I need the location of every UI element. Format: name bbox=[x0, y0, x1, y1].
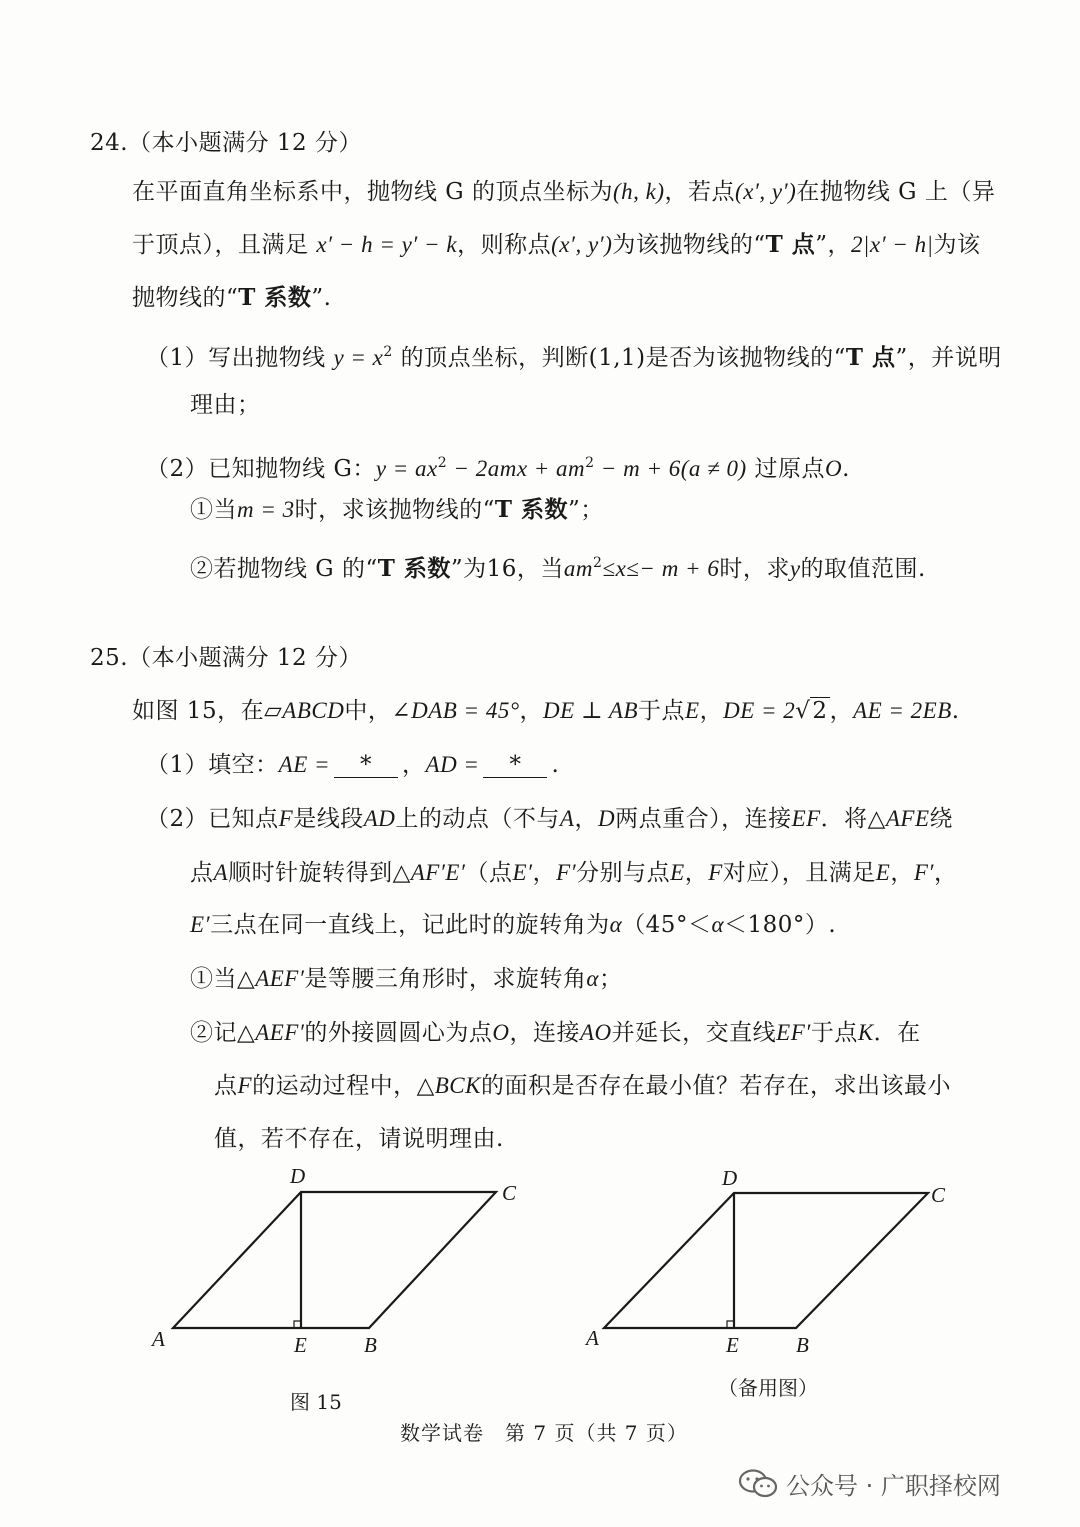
fig2-label-e: E bbox=[726, 1333, 739, 1357]
q25-part2-line2: 点A顺时针旋转得到△AF′E′（点E′，F′分别与点E，F对应），且满足E，F′， bbox=[190, 860, 958, 886]
wechat-icon bbox=[738, 1468, 778, 1500]
fig1-label-d: D bbox=[290, 1164, 306, 1188]
q24-header: 24.（本小题满分 12 分） bbox=[90, 130, 362, 156]
q25-part2-line1: （2）已知点F是线段AD上的动点（不与A，D两点重合），连接EF．将△AFE绕 bbox=[146, 806, 954, 832]
parallelogram-abcd-spare bbox=[604, 1193, 928, 1328]
answer-blank-ad: * bbox=[483, 753, 547, 778]
q24-part2-i: ①当m = 3时，求该抛物线的“T 系数”； bbox=[190, 496, 604, 523]
q25-part2-i: ①当△AEF′是等腰三角形时，求旋转角α； bbox=[190, 966, 623, 992]
q24-intro: 在平面直角坐标系中，抛物线 G 的顶点坐标为(h, k)，若点(x′, y′)在抛物线 G 上（异 bbox=[132, 179, 996, 205]
fig2-label-d: D bbox=[722, 1166, 738, 1190]
q25-part2-line3: E′三点在同一直线上，记此时的旋转角为α（45°＜α＜180°）. bbox=[190, 912, 837, 938]
q24-definition-cont: 抛物线的“T 系数”. bbox=[132, 284, 332, 311]
figure-spare bbox=[604, 1193, 928, 1328]
parallelogram-abcd bbox=[173, 1192, 496, 1328]
fig2-label-b: B bbox=[796, 1333, 809, 1357]
q24-part2-ii: ②若抛物线 G 的“T 系数”为16，当$am^2\le x\le- m + 6$时，求y的取值范围. bbox=[190, 555, 926, 582]
fig1-caption: 图 15 bbox=[290, 1390, 342, 1414]
fig1-label-a: A bbox=[152, 1327, 165, 1351]
q24-part2: （2）已知抛物线 G：$y = ax^2 - 2amx + am^2 - m + 6(a \ne 0)$ 过原点O. bbox=[146, 455, 850, 482]
fig2-caption: （备用图） bbox=[718, 1376, 818, 1400]
q25-intro: 如图 15，在▱ABCD中，∠DAB = 45°，DE ⊥ AB于点E，DE = 2√2，AE = 2EB. bbox=[132, 698, 960, 724]
figure-15 bbox=[173, 1192, 496, 1328]
answer-blank-ae: * bbox=[334, 753, 398, 778]
q25-part2-ii-line2: 点F的运动过程中，△BCK的面积是否存在最小值？若存在，求出该最小 bbox=[214, 1073, 951, 1099]
q25-part1: （1）填空：AE = * ，AD = * . bbox=[146, 752, 560, 778]
fig2-label-c: C bbox=[931, 1183, 946, 1207]
fig2-label-a: A bbox=[586, 1326, 599, 1350]
fig1-label-e: E bbox=[294, 1333, 307, 1357]
page-footer: 数学试卷 第 7 页（共 7 页） bbox=[400, 1421, 688, 1445]
watermark-text: 公众号 · 广职择校网 bbox=[786, 1472, 1001, 1500]
q25-header: 25.（本小题满分 12 分） bbox=[90, 645, 362, 671]
q24-definition: 于顶点），且满足 x′ − h = y′ − k，则称点(x′, y′)为该抛物线的“T 点”，2|x′ − h|为该 bbox=[132, 231, 981, 258]
fig1-label-c: C bbox=[502, 1181, 517, 1205]
fig1-label-b: B bbox=[364, 1333, 377, 1357]
watermark bbox=[738, 1466, 1001, 1501]
q25-part2-ii-line3: 值，若不存在，请说明理由. bbox=[214, 1126, 504, 1152]
q25-part2-ii-line1: ②记△AEF′的外接圆圆心为点O，连接AO并延长，交直线EF′于点K．在 bbox=[190, 1020, 921, 1046]
q24-part1: （1）写出抛物线 $y = x^2$ 的顶点坐标，判断(1,1)是否为该抛物线的“T 点”，并说明 bbox=[146, 344, 1002, 371]
q24-part1-cont: 理由； bbox=[190, 392, 261, 418]
